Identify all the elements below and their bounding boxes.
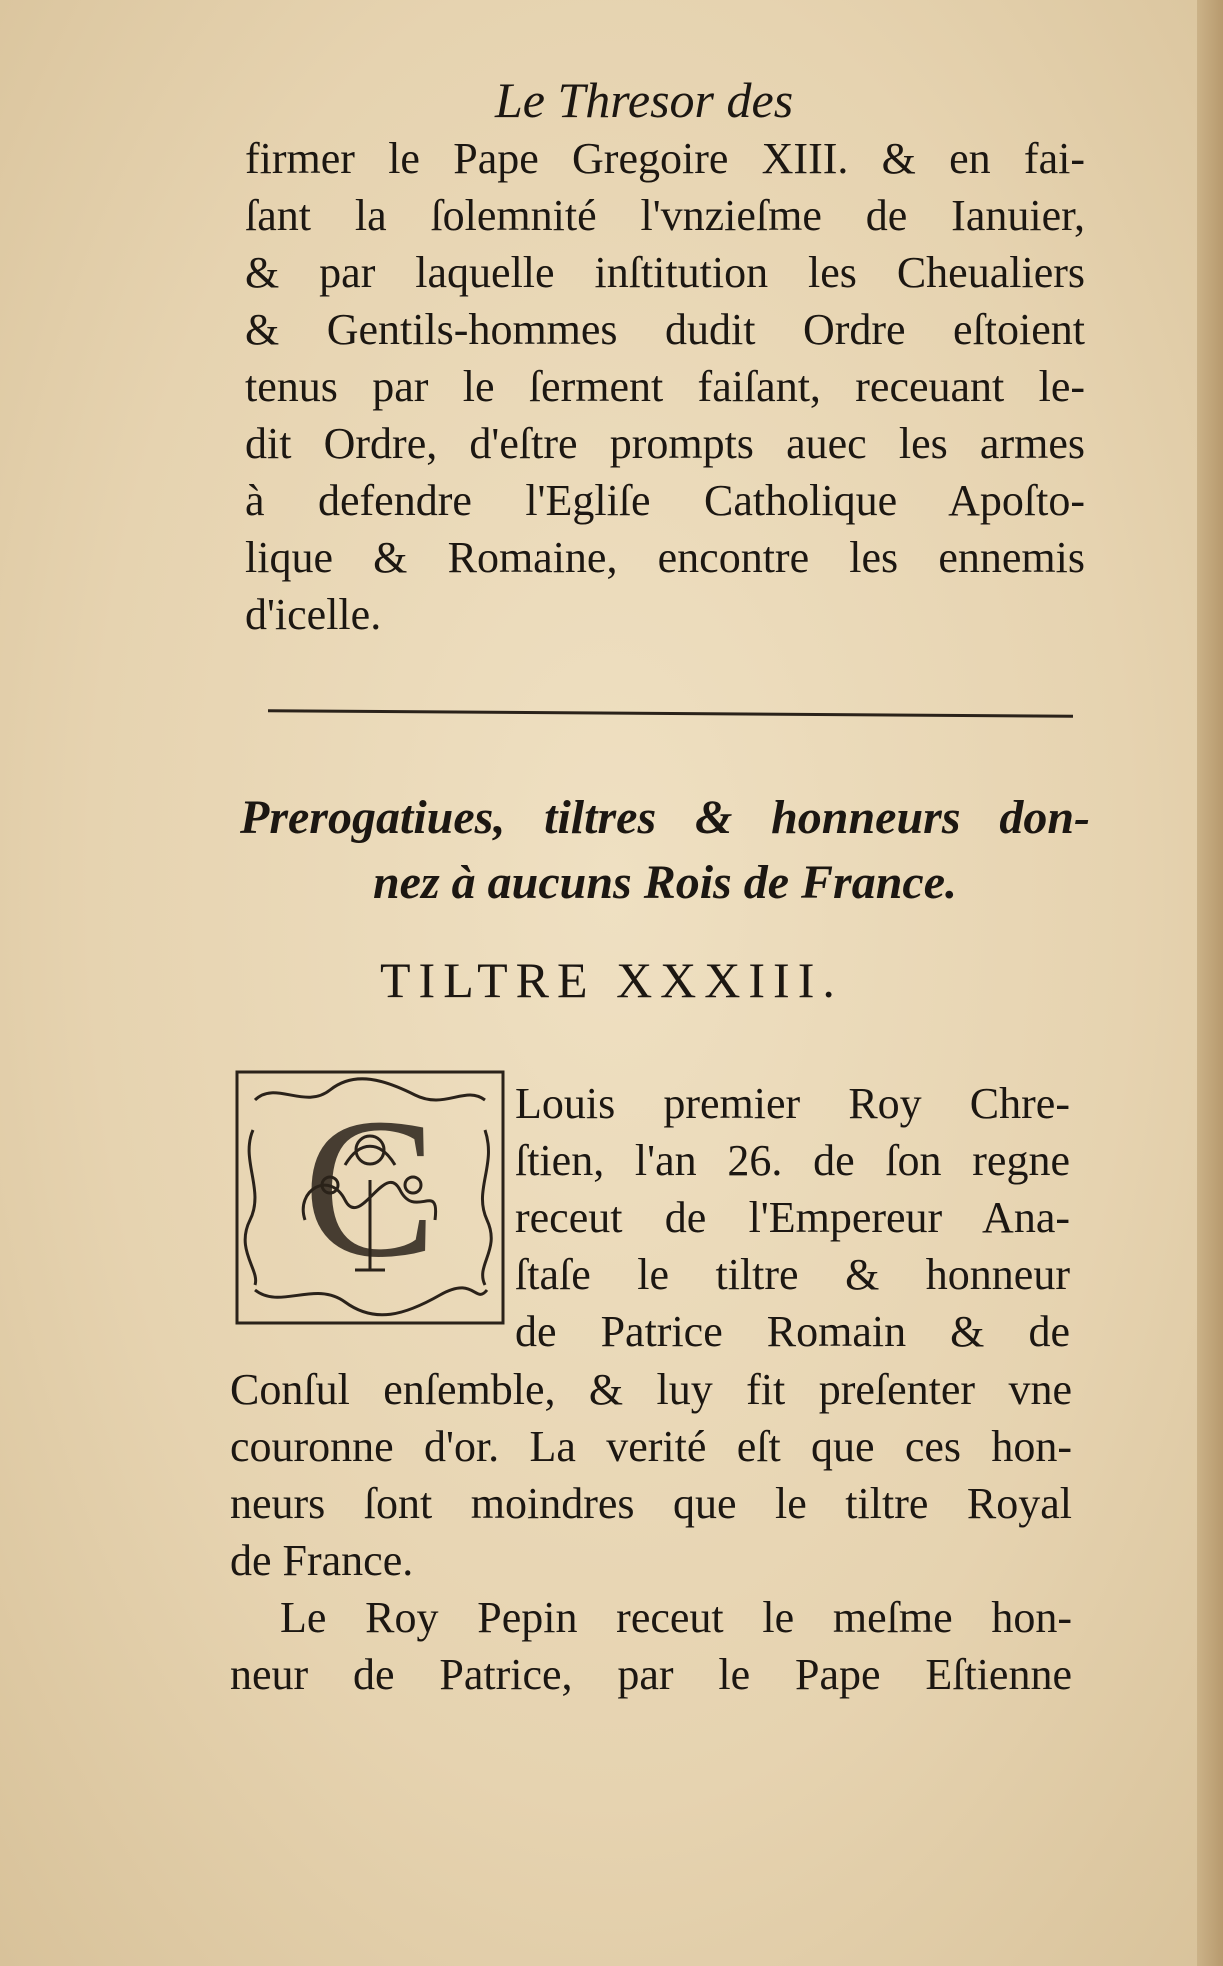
paragraph-continued [230, 1361, 1072, 1589]
text-line: & Gentils-hommes dudit Ordre eſtoient [245, 305, 1085, 354]
text-line: neur de Patrice, par le Pape Eſtienne [230, 1650, 1072, 1699]
text-line: receut de l'Empereur Ana- [515, 1193, 1070, 1242]
last-paragraph [230, 1589, 1072, 1703]
section-heading [240, 785, 1090, 915]
text-line: Louis premier Roy Chre- [515, 1079, 1070, 1128]
text-line: d'icelle. [245, 590, 382, 639]
text-line: ſtaſe le tiltre & honneur [515, 1250, 1070, 1299]
text-line: ſant la ſolemnité l'vnzieſme de Ianuier, [245, 191, 1085, 240]
initial-letter: C [303, 1078, 437, 1299]
text-line: dit Ordre, d'eſtre prompts auec les armes [245, 419, 1085, 468]
text-line: de France. [230, 1536, 414, 1585]
text-line: de Patrice Romain & de [515, 1307, 1070, 1356]
paragraph-beside-initial [515, 1075, 1070, 1360]
text-line: couronne d'or. La verité eſt que ces hon- [230, 1422, 1072, 1471]
text-line: lique & Romaine, encontre les ennemis [245, 533, 1085, 582]
text-line: ſtien, l'an 26. de ſon regne [515, 1136, 1070, 1185]
text-line: neurs ſont moindres que le tiltre Royal [230, 1479, 1072, 1528]
text-line: firmer le Pape Gregoire XIII. & en fai- [245, 134, 1085, 183]
section-heading-line: nez à aucuns Rois de France. [372, 856, 958, 909]
text-line: à defendre l'Egliſe Catholique Apoſto- [245, 476, 1085, 525]
text-line: tenus par le ſerment faiſant, receuant le- [245, 362, 1085, 411]
title-number: TILTRE XXXIII. [380, 952, 843, 1008]
top-paragraph [245, 130, 1085, 643]
text-line: Conſul enſemble, & luy fit preſenter vne [230, 1365, 1072, 1414]
running-head: Le Thresor des [495, 72, 794, 128]
text-line: Le Roy Pepin receut le meſme hon- [280, 1593, 1072, 1642]
section-heading-line: Prerogatiues, tiltres & honneurs don- [240, 791, 1090, 844]
text-line: & par laquelle inſtitution les Cheualiers [245, 248, 1085, 297]
decorated-initial-icon [235, 1070, 505, 1325]
page-edge [1197, 0, 1223, 1966]
